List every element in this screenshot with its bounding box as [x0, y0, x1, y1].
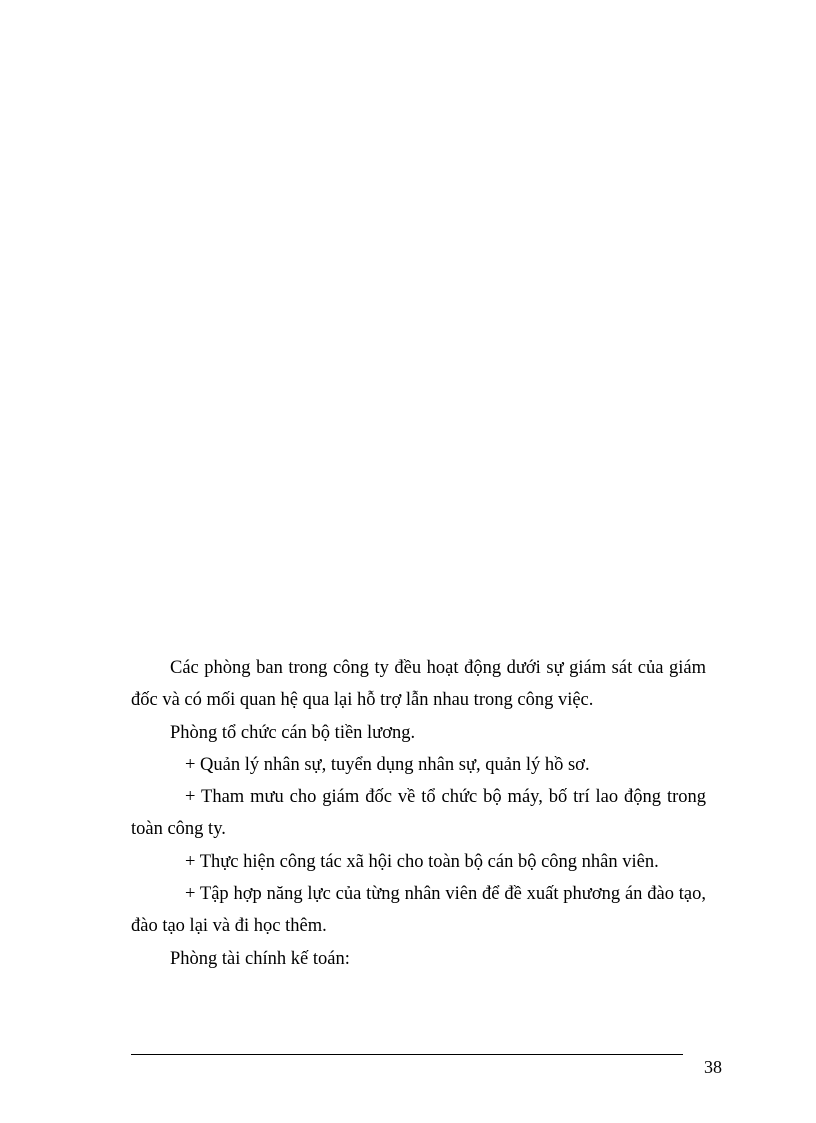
list-item: + Tập hợp năng lực của từng nhân viên để đề xuất phương án đào tạo, đào tạo lại và đi học thêm. [131, 884, 706, 937]
page-number: 38 [704, 1057, 722, 1077]
list-item: + Tham mưu cho giám đốc về tổ chức bộ máy, bố trí lao động trong toàn công ty. [131, 787, 706, 840]
paragraph-finance-dept-heading: Phòng tài chính kế toán: [170, 948, 350, 969]
list-item: + Quản lý nhân sự, tuyển dụng nhân sự, quản lý hồ sơ. [185, 754, 590, 775]
paragraph-personnel-dept-heading: Phòng tổ chức cán bộ tiền lương. [170, 722, 416, 743]
document-body [131, 652, 706, 975]
list-item: + Thực hiện công tác xã hội cho toàn bộ cán bộ công nhân viên. [185, 851, 659, 872]
paragraph-intro: Các phòng ban trong công ty đều hoạt động dưới sự giám sát của giám đốc và có mối quan hệ qua lại hỗ trợ lẫn nhau trong công việc. [131, 658, 706, 711]
footer-divider [131, 1054, 683, 1055]
